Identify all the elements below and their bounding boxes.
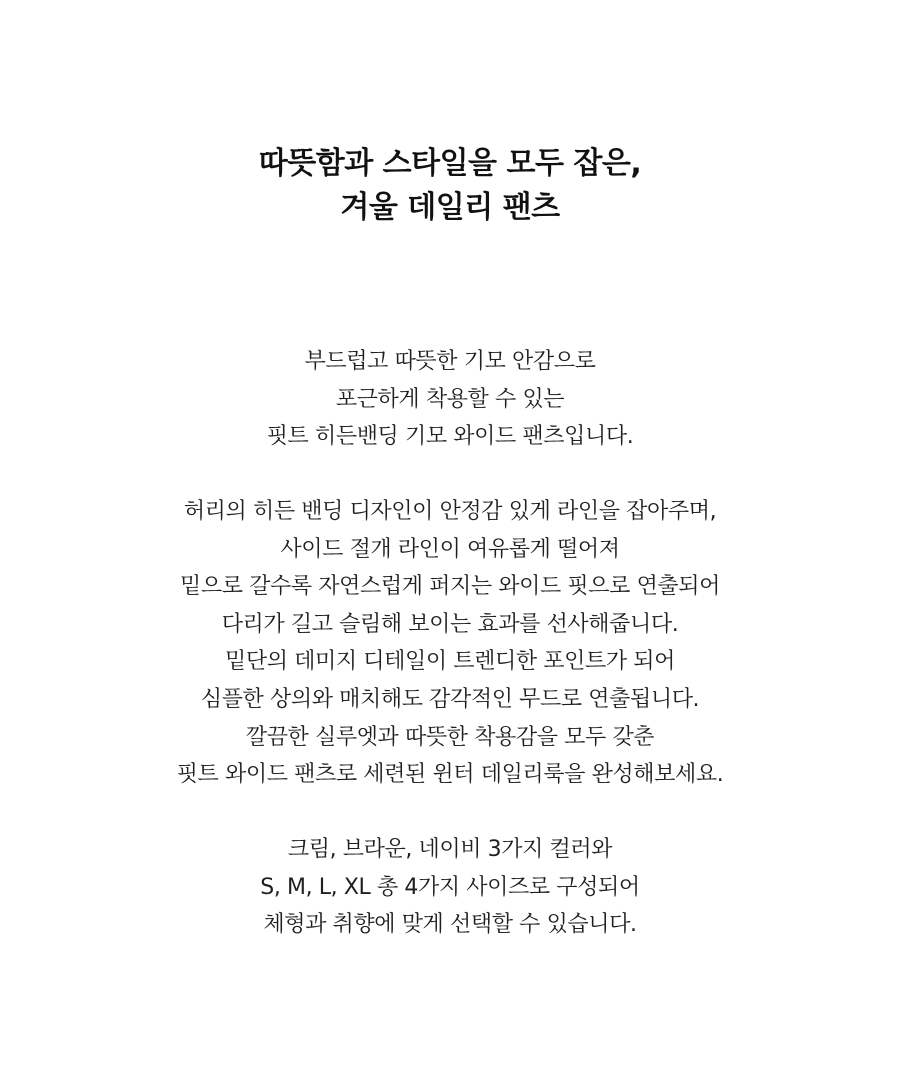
headline: [0, 142, 900, 230]
intro-line: 핏트 히든밴딩 기모 와이드 팬츠입니다.: [266, 424, 634, 450]
details-line: 핏트 와이드 팬츠로 세련된 윈터 데일리룩을 완성해보세요.: [176, 762, 724, 788]
details-line: 허리의 히든 밴딩 디자인이 안정감 있게 라인을 잡아주며,: [183, 499, 717, 524]
options-line: S, M, L, XL 총 4가지 사이즈로 구성되어: [260, 874, 640, 900]
intro-line: 부드럽고 따뜻한 기모 안감으로: [304, 349, 596, 374]
headline-line: 겨울 데일리 팬츠: [340, 190, 560, 225]
details-line: 밑단의 데미지 디테일이 트렌디한 포인트가 되어: [224, 649, 675, 675]
details-line: 심플한 상의와 매치해도 감각적인 무드로 연출됩니다.: [200, 686, 700, 712]
options-line: 크림, 브라운, 네이비 3가지 컬러와: [287, 837, 613, 862]
details-paragraph: [0, 493, 900, 794]
details-line: 다리가 길고 슬림해 보이는 효과를 선사해줍니다.: [221, 611, 679, 637]
details-line: 사이드 절개 라인이 여유롭게 떨어져: [280, 536, 620, 562]
options-paragraph: [0, 831, 900, 944]
options-line: 체형과 취향에 맞게 선택할 수 있습니다.: [263, 912, 637, 938]
details-line: 밑으로 갈수록 자연스럽게 퍼지는 와이드 핏으로 연출되어: [179, 574, 720, 600]
details-line: 깔끔한 실루엣과 따뜻한 착용감을 모두 갖춘: [245, 724, 655, 750]
headline-line: 따뜻함과 스타일을 모두 잡은,: [258, 146, 642, 181]
intro-paragraph: [0, 343, 900, 456]
intro-line: 포근하게 착용할 수 있는: [335, 386, 565, 412]
